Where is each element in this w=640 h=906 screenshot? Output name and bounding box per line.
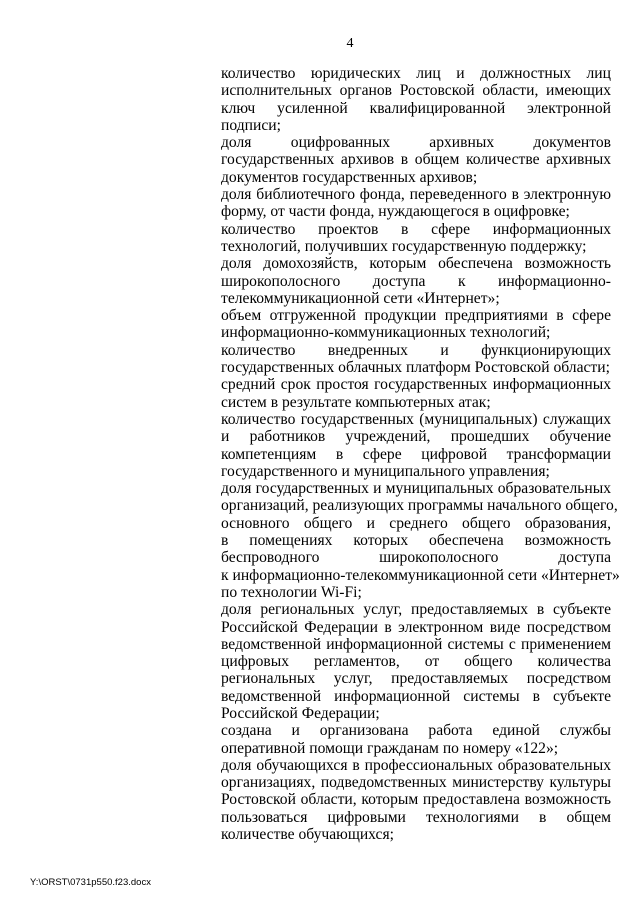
text-line: Ростовской области, которым предоставлена возможность xyxy=(221,791,611,809)
text-line: доля библиотечного фонда, переведенного в электронную xyxy=(221,186,611,204)
text-line: цифровых регламентов, от общего количества xyxy=(221,653,611,671)
text-line: оперативной помощи гражданам по номеру «122»; xyxy=(221,739,559,757)
paragraph xyxy=(221,480,620,601)
text-line: государственного и муниципального управления; xyxy=(221,462,550,480)
text-line: по технологии Wi-Fi; xyxy=(221,583,362,601)
text-line: количество внедренных и функционирующих xyxy=(221,341,611,359)
text-line: подписи; xyxy=(221,116,281,134)
text-line: исполнительных органов Ростовской области, имеющих xyxy=(221,82,611,100)
text-line: беспроводного широкополосного доступа xyxy=(221,549,611,567)
file-path-footer: Y:\ORST\0731p550.f23.docx xyxy=(30,877,151,888)
text-line: государственных облачных платформ Ростовской области; xyxy=(221,359,610,377)
paragraph xyxy=(221,376,611,411)
paragraph xyxy=(221,411,611,480)
text-line: в помещениях которых обеспечена возможность xyxy=(221,532,611,550)
paragraph xyxy=(221,255,611,307)
text-line: доля обучающихся в профессиональных образовательных xyxy=(221,756,611,774)
text-line: объем отгруженной продукции предприятиями в сфере xyxy=(221,307,611,325)
text-line: количество государственных (муниципальных) служащих xyxy=(221,410,611,428)
text-line: пользоваться цифровыми технологиями в общем xyxy=(221,808,611,826)
paragraph xyxy=(221,134,611,186)
text-line: основного общего и среднего общего образования, xyxy=(221,514,611,532)
paragraph xyxy=(221,65,611,134)
paragraph xyxy=(221,757,611,843)
text-line: средний срок простоя государственных информационных xyxy=(221,376,611,394)
text-line: Российской Федерации в электронном виде посредством xyxy=(221,618,611,636)
text-line: доля оцифрованных архивных документов xyxy=(221,134,611,152)
text-line: доля региональных услуг, предоставляемых в субъекте xyxy=(221,601,611,619)
text-line: организациях, подведомственных министерству культуры xyxy=(221,774,611,792)
text-line: государственных архивов в общем количестве архивных xyxy=(221,151,611,169)
paragraph xyxy=(221,307,611,342)
text-line: региональных услуг, предоставляемых посредством xyxy=(221,670,611,688)
text-line: ведомственной информационной системы в субъекте xyxy=(221,687,611,705)
text-line: широкополосного доступа к информационно- xyxy=(221,272,611,290)
text-line: создана и организована работа единой службы xyxy=(221,722,611,740)
text-line: количестве обучающихся; xyxy=(221,826,394,844)
text-line: документов государственных архивов; xyxy=(221,168,478,186)
text-line: и работников учреждений, прошедших обучение xyxy=(221,428,611,446)
text-line: Российской Федерации; xyxy=(221,704,380,722)
paragraph xyxy=(221,221,611,256)
text-line: доля государственных и муниципальных образовательных xyxy=(221,480,611,498)
text-line: ключ усиленной квалифицированной электронной xyxy=(221,99,611,117)
paragraph xyxy=(221,186,611,221)
text-line: информационно-коммуникационных технологий; xyxy=(221,324,551,342)
text-line: ведомственной информационной системы с применением xyxy=(221,635,611,653)
paragraph xyxy=(221,722,611,757)
page-number: 4 xyxy=(346,36,354,51)
text-line: компетенциям в сфере цифровой трансформации xyxy=(221,445,611,463)
text-line: количество юридических лиц и должностных лиц xyxy=(221,65,611,82)
document-body xyxy=(221,65,620,844)
text-line: телекоммуникационной сети «Интернет»; xyxy=(221,289,500,307)
text-line: технологий, получивших государственную поддержку; xyxy=(221,237,587,255)
text-line: количество проектов в сфере информационных xyxy=(221,220,611,238)
text-line: систем в результате компьютерных атак; xyxy=(221,393,491,411)
text-line: организаций, реализующих программы начального общего, xyxy=(221,497,618,515)
paragraph xyxy=(221,601,611,722)
paragraph xyxy=(221,342,611,377)
text-line: к информационно-телекоммуникационной сети «Интернет» xyxy=(221,566,620,584)
text-line: доля домохозяйств, которым обеспечена возможность xyxy=(221,255,611,273)
text-line: форму, от части фонда, нуждающегося в оцифровке; xyxy=(221,203,570,221)
